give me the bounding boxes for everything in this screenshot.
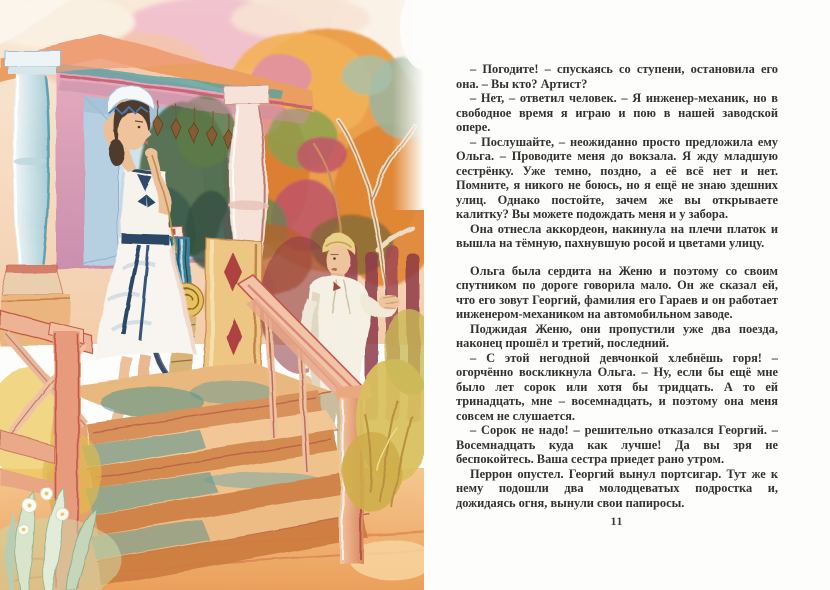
- story-paragraph: – Погодите! – спускаясь со ступени, остановила его она. – Вы кто? Артист?: [456, 62, 778, 91]
- page-number: 11: [610, 516, 624, 528]
- story-paragraph: – Сорок не надо! – решительно отказался Георгий. – Восемнадцать куда как лучше! Да вы зря не беспокойтесь. Ваша сестра приедет рано утром.: [456, 423, 778, 466]
- belt: [122, 234, 170, 246]
- story-paragraph: Поджидая Женю, они пропустили уже два поезда, наконец прошёл и третий, последний.: [456, 321, 778, 350]
- story-paragraph: – Нет, – ответил человек. – Я инженер-механик, но в свободное время я играю и пою в нашей заводской опере.: [456, 91, 778, 134]
- story-paragraph: Она отнесла аккордеон, накинула на плечи платок и вышла на тёмную, пахнувшую росой и цветами улицу.: [456, 221, 778, 250]
- story-paragraph: Перрон опустел. Георгий вынул портсигар. Тут же к нему подошли два молодцеватых подростка и, дожидаясь огня, вынули свои папиросы.: [456, 466, 778, 510]
- text-column: [456, 62, 778, 510]
- story-paragraph: Ольга была сердита на Женю и поэтому со своим спутником по дороге говорила мало. Он же сказал ей, что его зовут Георгий, фамилия его Гараев и он работает инженером-механиком на автомобильном заводе.: [456, 263, 778, 321]
- story-paragraph: – Послушайте, – неожиданно просто предложила ему Ольга. – Проводите меня до вокзала. Я жду младшую сестрёнку. Уже темно, поздно, а её всё нет и нет. Помните, я никого не боюсь, но я ещё не знаю здешних улиц. Однако постойте, зачем же вы открываете калитку? Вы можете подождать меня и у забора.: [456, 134, 778, 221]
- story-paragraph: – С этой негодной девчонкой хлебнёшь горя! – огорчённо воскликнула Ольга. – Ну, если бы ещё мне было лет сорок или хотя бы тридцать. А то ей тринадцать, мне – восемнадцать, и поэтому она меня совсем не слушается.: [456, 350, 778, 423]
- man-face: [326, 244, 350, 276]
